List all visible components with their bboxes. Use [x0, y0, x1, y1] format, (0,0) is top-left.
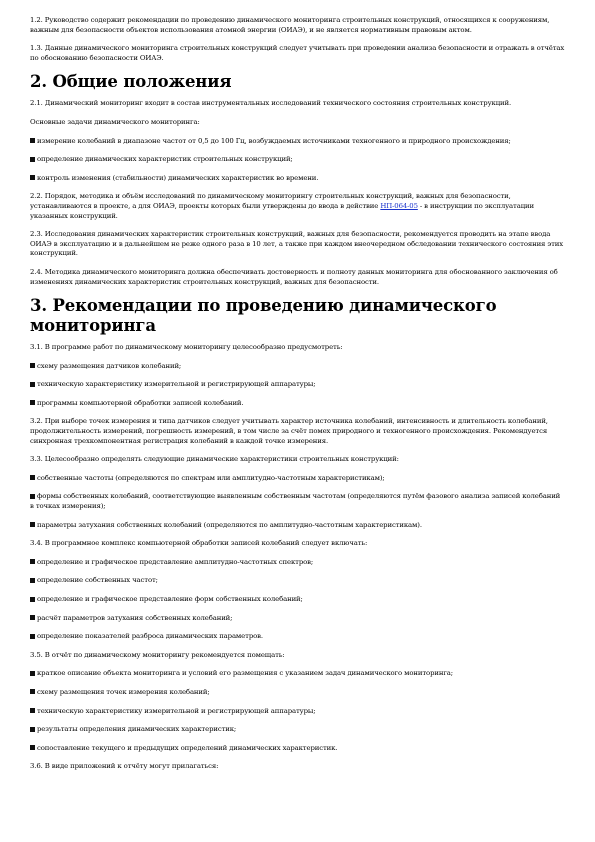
- list-item: [30, 595, 565, 605]
- list-item: [30, 632, 565, 642]
- square-bullet-icon: [30, 689, 35, 694]
- list-item-text: определение динамических характеристик строительных конструкций;: [37, 155, 293, 164]
- list-item-text: схему размещения датчиков колебаний;: [37, 361, 182, 370]
- paragraph-3-3: 3.3. Целесообразно определять следующие динамические характеристики строительных конструкций:: [30, 455, 399, 464]
- list-item: [30, 688, 565, 698]
- paragraph-3-6: 3.6. В виде приложений к отчёту могут прилагаться:: [30, 762, 219, 771]
- list-item-text: определение и графическое представление форм собственных колебаний;: [37, 595, 303, 603]
- square-bullet-icon: [30, 400, 35, 405]
- list-item: [30, 380, 565, 390]
- list-item-text: результаты определения динамических характеристик;: [37, 725, 237, 734]
- list-item-text: контроль изменения (стабильности) динамических характеристик во времени.: [37, 173, 319, 182]
- list-item-text: измерение колебаний в диапазоне частот от 0,5 до 100 Гц, возбуждаемых источниками техногенного и природного происхождения;: [37, 136, 511, 145]
- square-bullet-icon: [30, 494, 35, 499]
- square-bullet-icon: [30, 475, 35, 480]
- list-item-text: программы компьютерной обработки записей колебаний.: [37, 398, 244, 407]
- list-item: [30, 521, 565, 531]
- paragraph-3-1: 3.1. В программе работ по динамическому мониторингу целесообразно предусмотреть:: [30, 343, 343, 352]
- list-item-text: определение и графическое представление амплитудно-частотных спектров;: [37, 557, 314, 566]
- paragraph-2-2: [30, 192, 565, 221]
- paragraph-2-3: 2.3. Исследования динамических характеристик строительных конструкций, важных для безопасности, рекомендуется проводить на этапе ввода ОИАЭ в эксплуатацию и в дальнейшем не реже одного раза в 10 лет, а также при каждом внеочередном обследовании технического состояния этих конструкций.: [30, 230, 564, 258]
- paragraph-1-3: 1.3. Данные динамического мониторинга строительных конструкций следует учитывать при проведении анализа безопасности и отражать в отчётах по обоснованию безопасности ОИАЭ.: [30, 44, 565, 62]
- paragraph-1-2: 1.2. Руководство содержит рекомендации по проведению динамического мониторинга строительных конструкций, относящихся к сооружениям, важным для безопасности объектов использования атомной энергии (ОИАЭ), и не является нормативным правовым актом.: [30, 16, 550, 34]
- square-bullet-icon: [30, 138, 35, 143]
- list-item-text: техническую характеристику измерительной и регистрирующей аппаратуры;: [37, 706, 316, 715]
- list-item-text: собственные частоты (определяются по спектрам или амплитудно-частотным характеристикам);: [37, 473, 385, 482]
- section-2-heading: 2. Общие положения: [30, 72, 232, 92]
- list-item: [30, 399, 565, 409]
- square-bullet-icon: [30, 175, 35, 180]
- square-bullet-icon: [30, 522, 35, 527]
- list-item-text: техническую характеристику измерительной и регистрирующей аппаратуры;: [37, 380, 316, 389]
- list-item: [30, 744, 565, 754]
- square-bullet-icon: [30, 157, 35, 162]
- square-bullet-icon: [30, 559, 35, 564]
- list-item-text: расчёт параметров затухания собственных колебаний;: [37, 613, 233, 622]
- list-item-text: параметры затухания собственных колебаний (определяются по амплитудно-частотным характеристикам).: [37, 520, 422, 529]
- list-item: [30, 155, 565, 165]
- list-item-text: краткое описание объекта мониторинга и условий его размещения с указанием задач динамического мониторинга;: [37, 669, 453, 678]
- list-item: [30, 558, 565, 568]
- paragraph-3-4: 3.4. В программное комплекс компьютерной обработки записей колебаний следует включать:: [30, 539, 368, 548]
- paragraph-2-2-text: 2.2. Порядок, методика и объём исследований по динамическому мониторингу строительных конструкций, важных для безопасности, устанавливаются в проекте, а для ОИАЭ, проекты которых были утверждены до ввода в действие: [30, 192, 511, 210]
- paragraph-2-4: 2.4. Методика динамического мониторинга должна обеспечивать достоверность и полноту данных мониторинга для обоснованного заключения об изменениях динамических характеристик строительных конструкций, важных для безопасности.: [30, 267, 558, 286]
- paragraph-3-5: 3.5. В отчёт по динамическому мониторингу рекомендуется помещать:: [30, 650, 285, 659]
- list-item: [30, 137, 565, 147]
- list-item-text: формы собственных колебаний, соответствующие выявленным собственным частотам (определяются путём фазового анализа записей колебаний в точках измерения);: [30, 492, 561, 511]
- list-item-text: схему размещения точек измерения колебаний;: [37, 687, 210, 696]
- paragraph-2-1: 2.1. Динамический мониторинг входит в состав инструментальных исследований технического состояния строительных конструкций.: [30, 99, 512, 108]
- list-item: [30, 362, 565, 372]
- list-item: [30, 614, 565, 624]
- paragraph-3-2: 3.2. При выборе точек измерения и типа датчиков следует учитывать характер источника колебаний, интенсивность и длительность колебаний, продолжительность измерений, погрешность измерений, в том числе за счёт помех природного и техногенного происхождения. Рекомендуется синхронная трехкомпонентная регистрация колебаний в каждой точке измерения.: [30, 417, 548, 445]
- square-bullet-icon: [30, 597, 35, 602]
- paragraph-2-2-tail: - в инструкции по эксплуатации указанных конструкций.: [30, 201, 534, 220]
- list-item: [30, 492, 565, 511]
- list-item-text: определение собственных частот;: [37, 576, 158, 585]
- square-bullet-icon: [30, 634, 35, 639]
- tasks-intro: Основные задачи динамического мониторинга:: [30, 117, 200, 126]
- list-item-text: определение показателей разброса динамических параметров.: [37, 632, 263, 641]
- np-064-05-link[interactable]: НП-064-05: [380, 201, 418, 210]
- list-item-text: сопоставление текущего и предыдущих определений динамических характеристик.: [37, 743, 338, 752]
- square-bullet-icon: [30, 363, 35, 368]
- list-item: [30, 725, 565, 735]
- square-bullet-icon: [30, 708, 35, 713]
- list-item: [30, 576, 565, 586]
- square-bullet-icon: [30, 727, 35, 732]
- section-3-heading: 3. Рекомендации по проведению динамического мониторинга: [30, 296, 497, 336]
- square-bullet-icon: [30, 578, 35, 583]
- square-bullet-icon: [30, 615, 35, 620]
- square-bullet-icon: [30, 745, 35, 750]
- list-item: [30, 669, 565, 679]
- list-item: [30, 707, 565, 717]
- list-item: [30, 174, 565, 184]
- square-bullet-icon: [30, 671, 35, 676]
- square-bullet-icon: [30, 382, 35, 387]
- list-item: [30, 474, 565, 484]
